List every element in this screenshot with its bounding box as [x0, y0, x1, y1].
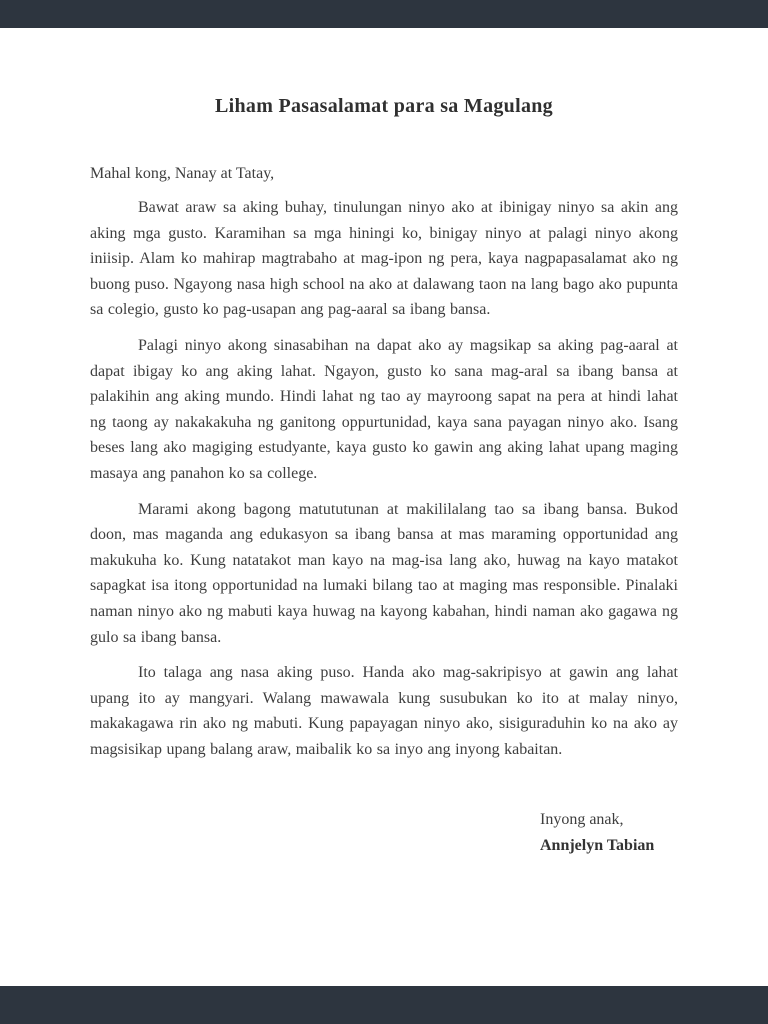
letter-content	[0, 28, 768, 859]
viewer-background-top	[0, 0, 768, 28]
letter-paragraph: Bawat araw sa aking buhay, tinulungan ninyo ako at ibinigay ninyo sa akin ang aking mga gusto. Karamihan sa mga hiningi ko, binigay ninyo at palagi ninyo akong iniisip. Alam ko mahirap magtrabaho at mag-ipon ng pera, kaya nagpapasalamat ako ng buong puso. Ngayong nasa high school na ako at dalawang taon na lang bago ako pupunta sa colegio, gusto ko pag-usapan ang pag-aaral sa ibang bansa.	[90, 199, 678, 319]
letter-body	[90, 195, 678, 762]
letter-closing	[540, 807, 678, 859]
letter-salutation: Mahal kong, Nanay at Tatay,	[90, 165, 275, 182]
closing-valediction: Inyong anak,	[540, 811, 624, 829]
document-page	[0, 28, 768, 986]
viewer-background-bottom	[0, 986, 768, 1024]
letter-paragraph: Ito talaga ang nasa aking puso. Handa ako mag-sakripisyo at gawin ang lahat upang ito ay mangyari. Walang mawawala kung susubukan ko ito at malay ninyo, makakagawa rin ako ng mabuti. Kung papayagan ninyo ako, sisiguraduhin ko na ako ay magsisikap upang balang araw, maibalik ko sa inyo ang inyong kabaitan.	[90, 664, 678, 758]
document-title: Liham Pasasalamat para sa Magulang	[214, 95, 553, 117]
letter-paragraph: Palagi ninyo akong sinasabihan na dapat ako ay magsikap sa aking pag-aaral at dapat ibigay ko ang aking lahat. Ngayon, gusto ko sana mag-aral sa ibang bansa at palakihin ang aking mundo. Hindi lahat ng tao ay mayroong sapat na pera at hindi lahat ng taong ay nakakakuha ng ganitong oppurtunidad, kaya sana payagan ninyo ako. Isang beses lang ako magiging estudyante, kaya gusto ko gawin ang aking lahat upang maging masaya ang panahon ko sa college.	[90, 336, 678, 482]
letter-paragraph: Marami akong bagong matututunan at makililalang tao sa ibang bansa. Bukod doon, mas maganda ang edukasyon sa ibang bansa at mas maraming opportunidad ang makukuha ko. Kung natatakot man kayo na mag-isa lang ako, huwag na kayo matakot sapagkat isa itong opportunidad na lumaki bilang tao at maging mas responsible. Pinalaki naman ninyo ako ng mabuti kaya huwag na kayong kabahan, hindi naman ako gagawa ng gulo sa ibang bansa.	[90, 500, 678, 646]
signature-name: Annjelyn Tabian	[540, 837, 655, 855]
